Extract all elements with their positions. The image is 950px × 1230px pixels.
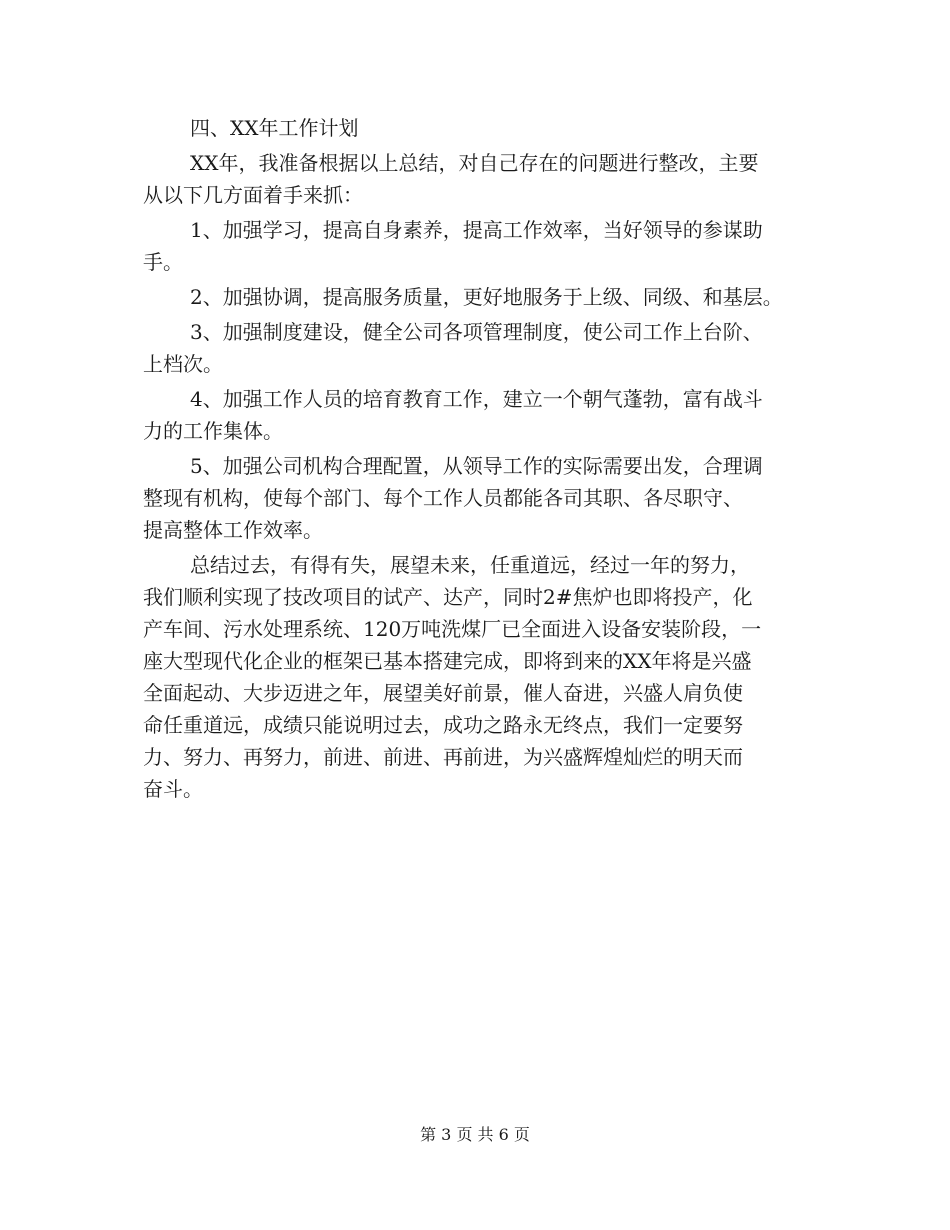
intro-line: XX年，我准备根据以上总结，对自己存在的问题进行整改，主要 [190, 151, 759, 175]
plan-item-line: 提高整体工作效率。 [143, 518, 323, 542]
plan-item-4 [143, 383, 823, 447]
plan-item-line: 力的工作集体。 [143, 419, 283, 443]
summary-line: 全面起动、大步迈进之年，展望美好前景，催人奋进，兴盛人肩负使 [143, 681, 743, 705]
summary-line: 我们顺利实现了技改项目的试产、达产，同时2#焦炉也即将投产，化 [143, 585, 753, 609]
intro-line: 从以下几方面着手来抓： [143, 183, 363, 207]
plan-item-1 [143, 214, 823, 278]
summary-line: 产车间、污水处理系统、120万吨洗煤厂已全面进入设备安装阶段，一 [143, 617, 762, 641]
summary-line: 总结过去，有得有失，展望未来，任重道远，经过一年的努力， [190, 553, 750, 577]
plan-item-line: 上档次。 [143, 352, 223, 376]
plan-item-line: 4、加强工作人员的培育教育工作，建立一个朝气蓬勃，富有战斗 [190, 387, 763, 411]
summary-line: 奋斗。 [143, 777, 203, 801]
plan-item-line: 3、加强制度建设，健全公司各项管理制度，使公司工作上台阶、 [190, 320, 763, 344]
document-body [143, 112, 823, 805]
plan-item-line: 整现有机构，使每个部门、每个工作人员都能各司其职、各尽职守、 [143, 486, 743, 510]
summary-line: 座大型现代化企业的框架已基本搭建完成，即将到来的XX年将是兴盛 [143, 649, 752, 673]
plan-item-3 [143, 316, 823, 380]
plan-item-line: 1、加强学习，提高自身素养，提高工作效率，当好领导的参谋助 [190, 218, 763, 242]
plan-item-5 [143, 450, 823, 546]
page-number-footer: 第 3 页 共 6 页 [420, 1125, 530, 1144]
intro-paragraph [143, 147, 823, 211]
plan-item-2 [143, 281, 823, 313]
summary-paragraph [143, 549, 823, 805]
section-heading: 四、XX年工作计划 [190, 116, 359, 140]
plan-item-line: 手。 [143, 250, 183, 274]
summary-line: 命任重道远，成绩只能说明过去，成功之路永无终点，我们一定要努 [143, 713, 743, 737]
plan-item-line: 2、加强协调，提高服务质量，更好地服务于上级、同级、和基层。 [190, 285, 783, 309]
summary-line: 力、努力、再努力，前进、前进、再前进，为兴盛辉煌灿烂的明天而 [143, 745, 743, 769]
plan-item-line: 5、加强公司机构合理配置，从领导工作的实际需要出发，合理调 [190, 454, 763, 478]
